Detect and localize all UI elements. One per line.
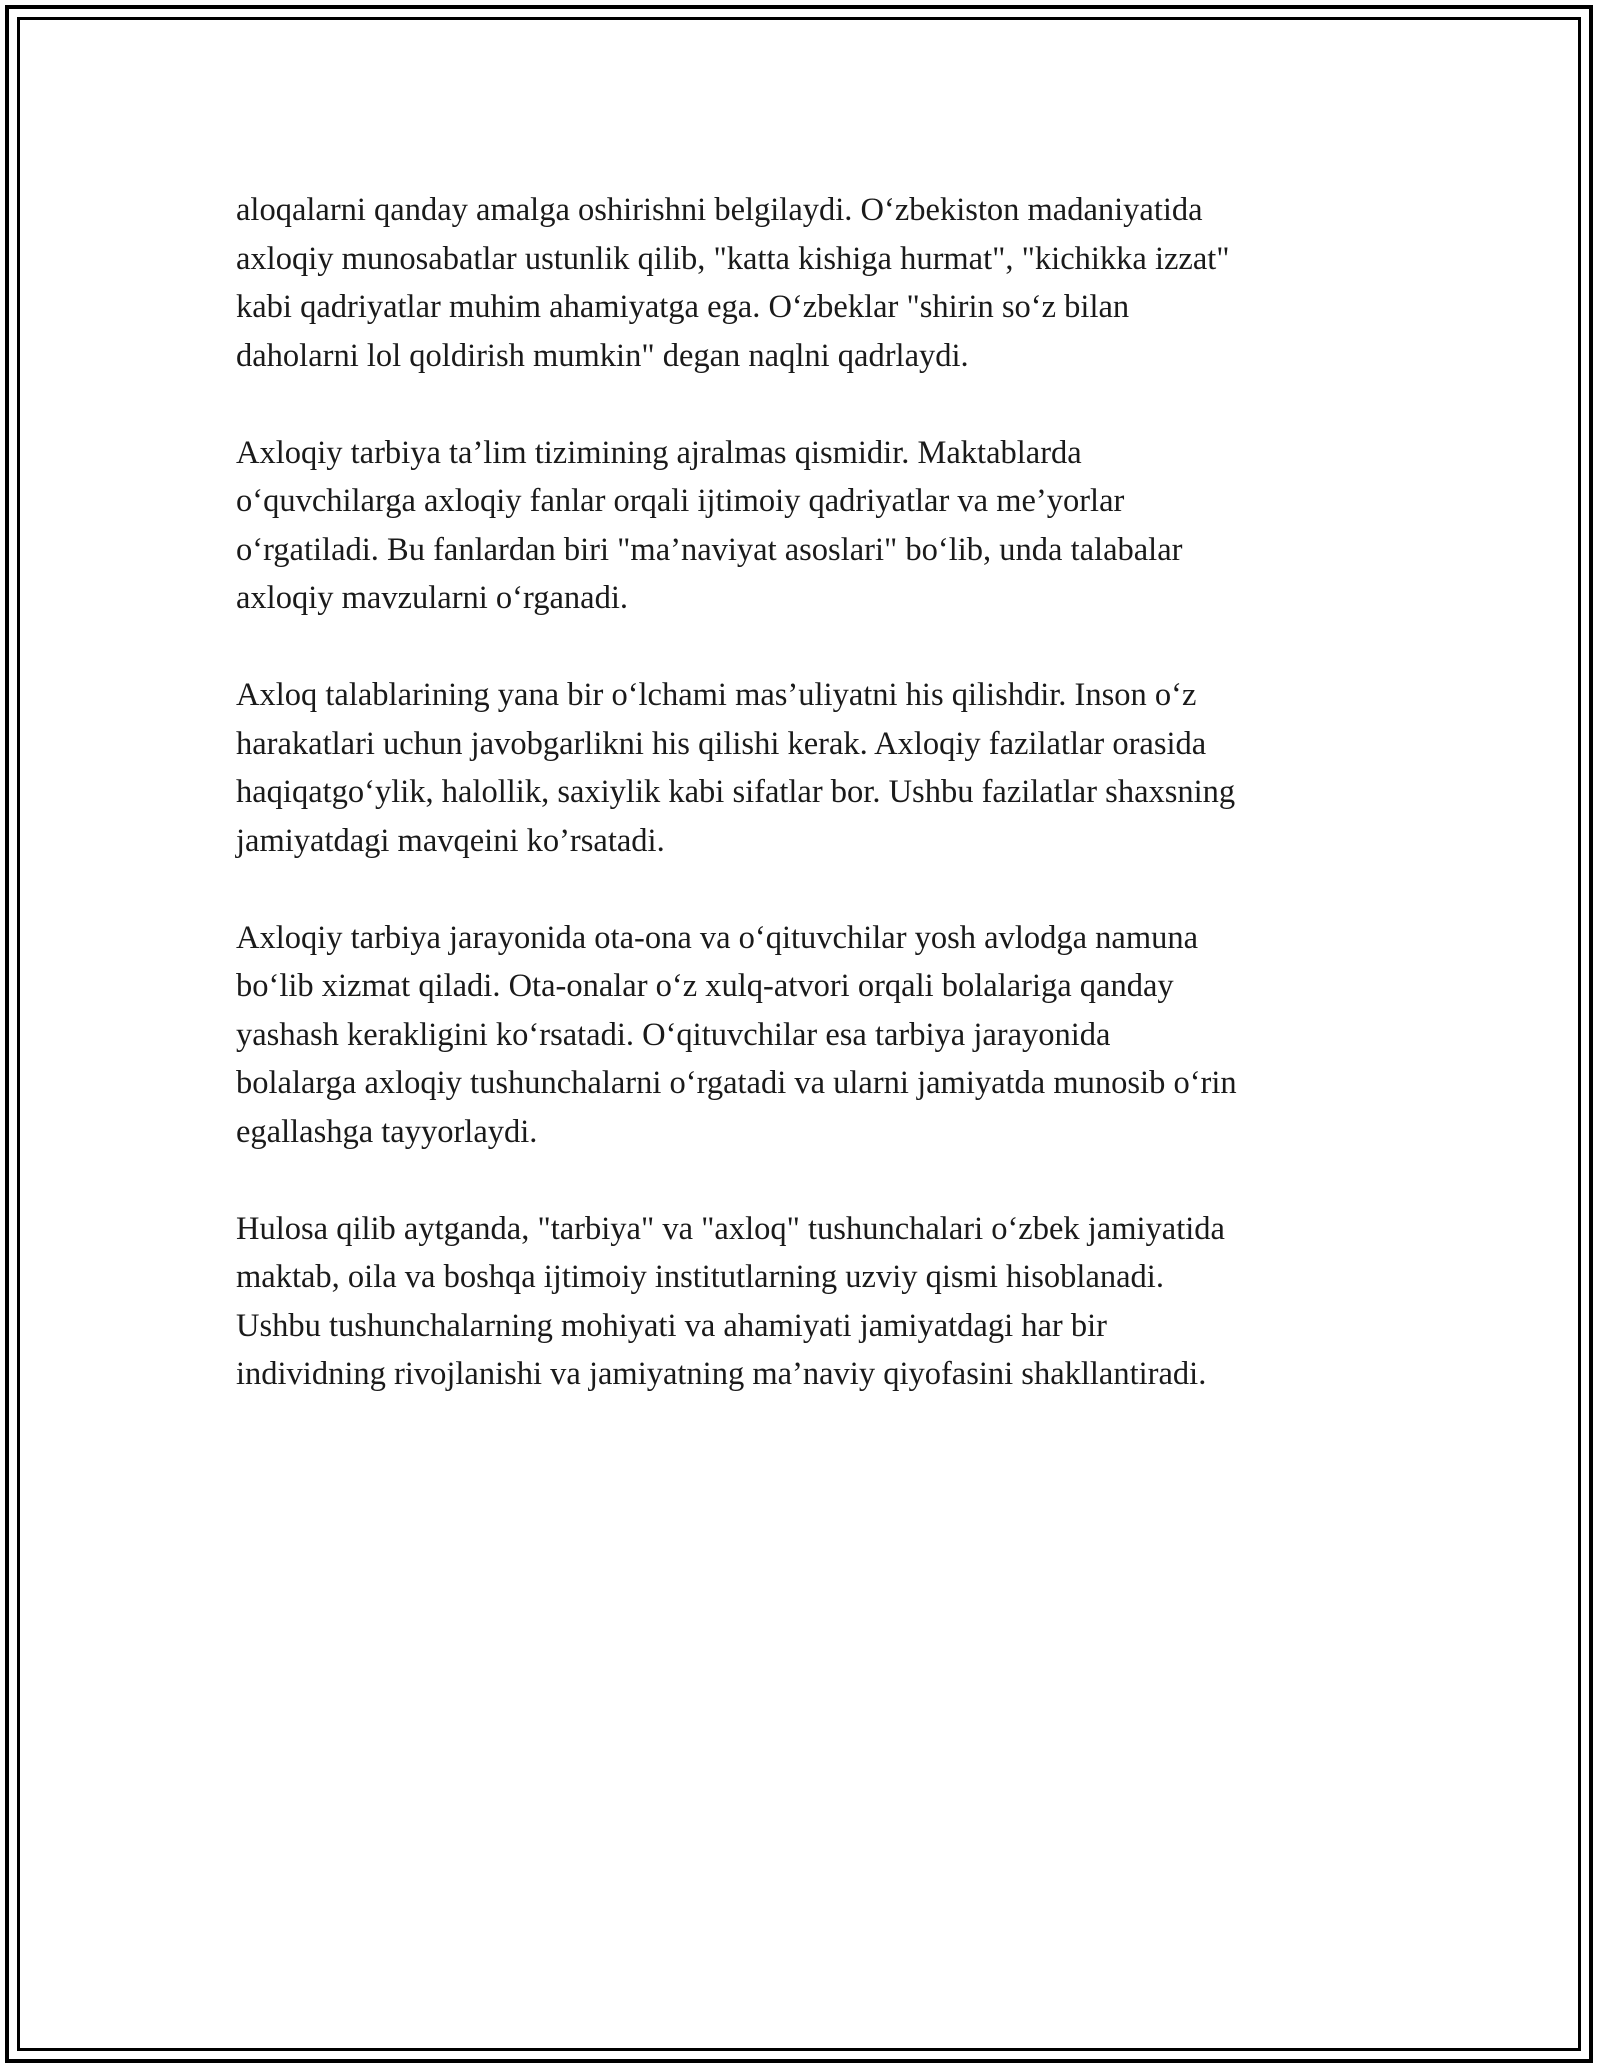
paragraph-5: Hulosa qilib aytganda, "tarbiya" va "axloq" tushunchalari o‘zbek jamiyatida maktab, oila va boshqa ijtimoiy institutlarning uzviy qismi hisoblanadi. Ushbu tushunchalarning mohiyati va ahamiyati jamiyatdagi har bir individning rivojlanishi va jamiyatning ma’naviy qiyofasini shakllantiradi. <box>236 1210 1225 1392</box>
paragraph-1: aloqalarni qanday amalga oshirishni belgilaydi. O‘zbekiston madaniyatida axloqiy munosabatlar ustunlik qilib, "katta kishiga hurmat", "kichikka izzat" kabi qadriyatlar muhim ahamiyatga ega. O‘zbeklar "shirin so‘z bilan daholarni lol qoldirish mumkin" degan naqlni qadrlaydi. <box>236 192 1230 374</box>
paragraph-4: Axloqiy tarbiya jarayonida ota-ona va o‘qituvchilar yosh avlodga namuna bo‘lib xizmat qiladi. Ota-onalar o‘z xulq-atvori orqali bolalariga qanday yashash kerakligini ko‘rsatadi. O‘qituvchilar esa tarbiya jarayonida bolalarga axloqiy tushunchalarni o‘rgatadi va ularni jamiyatda munosib o‘rin egallashga tayyorlaydi. <box>236 919 1237 1150</box>
paragraph-3: Axloq talablarining yana bir o‘lchami mas’uliyatni his qilishdir. Inson o‘z harakatlari uchun javobgarlikni his qilishi kerak. Axloqiy fazilatlar orasida haqiqatgo‘ylik, halollik, saxiylik kabi sifatlar bor. Ushbu fazilatlar shaxsning jamiyatdagi mavqeini ko’rsatadi. <box>236 677 1236 859</box>
document-body <box>236 186 1376 1447</box>
paragraph-2: Axloqiy tarbiya ta’lim tizimining ajralmas qismidir. Maktablarda o‘quvchilarga axloqiy fanlar orqali ijtimoiy qadriyatlar va me’yorlar o‘rgatiladi. Bu fanlardan biri "ma’naviyat asoslari" bo‘lib, unda talabalar axloqiy mavzularni o‘rganadi. <box>236 434 1183 616</box>
